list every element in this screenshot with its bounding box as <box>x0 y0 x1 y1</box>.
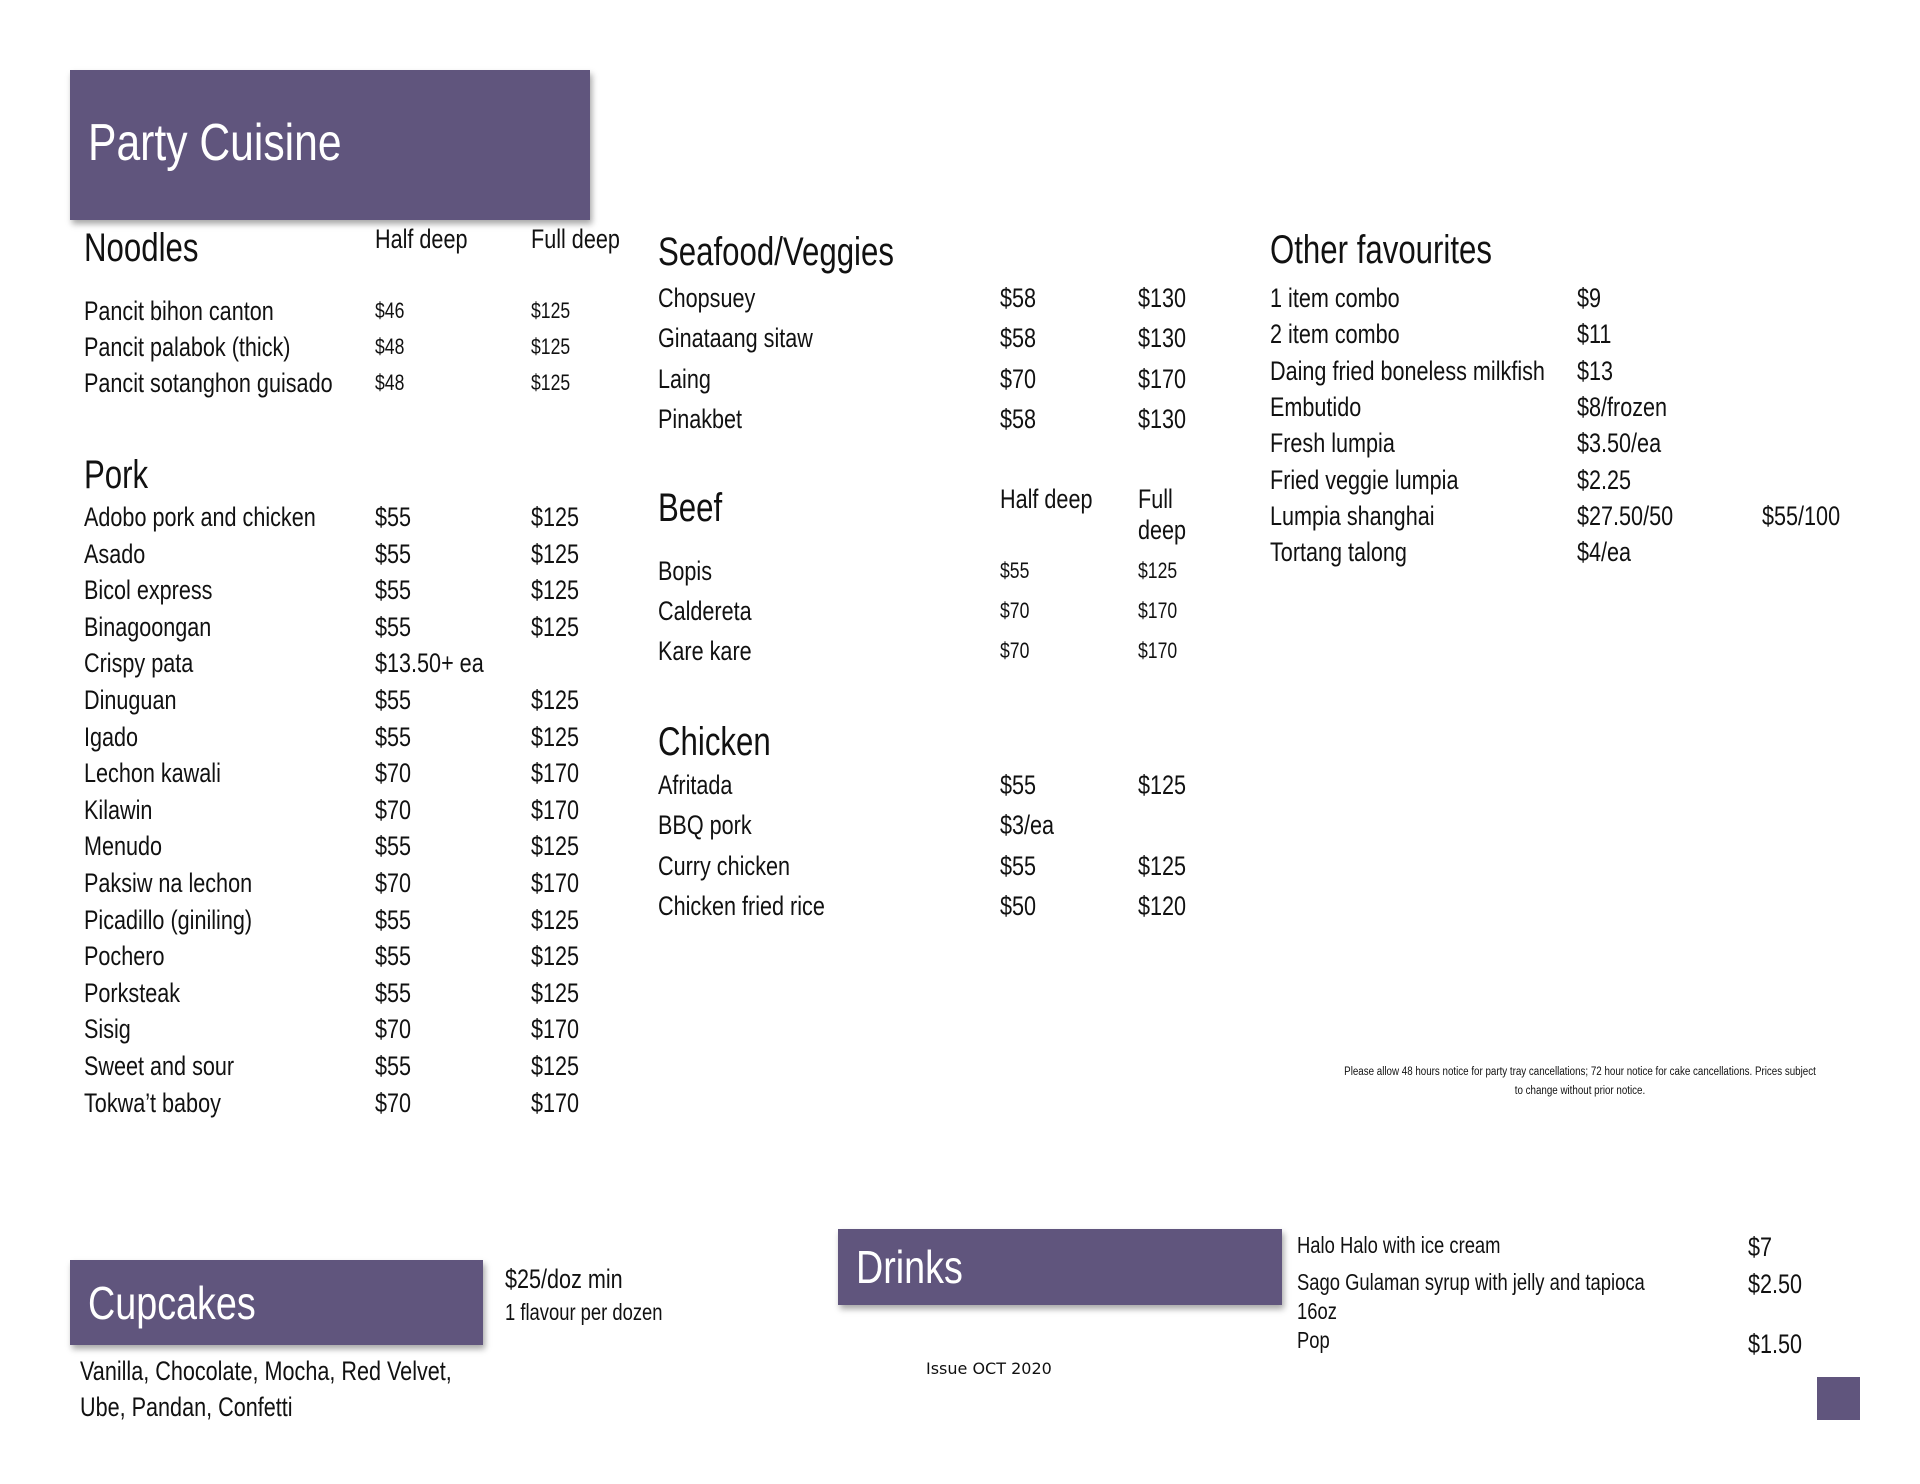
item-half-price: $48 <box>375 334 405 359</box>
item-name: Dinuguan <box>84 685 177 715</box>
beef-full-line1: Full <box>1138 484 1173 514</box>
menu-row <box>84 905 644 935</box>
menu-row <box>84 758 644 788</box>
item-full-price: $125 <box>531 721 580 752</box>
menu-row <box>1297 1325 1817 1359</box>
item-half-price: $55 <box>375 575 412 606</box>
item-name: Pinakbet <box>658 403 743 434</box>
cupcakes-banner <box>70 1260 483 1345</box>
item-half-price: $70 <box>1000 598 1030 623</box>
item-name: Halo Halo with ice cream <box>1297 1232 1501 1258</box>
item-name: BBQ pork <box>658 810 752 841</box>
menu-row <box>84 539 644 569</box>
drinks-title: Drinks <box>856 1241 963 1293</box>
item-name: Pancit palabok (thick) <box>84 332 291 362</box>
item-half-price: $55 <box>375 904 412 935</box>
item-name: 2 item combo <box>1270 319 1400 350</box>
menu-row <box>658 596 1218 626</box>
other-favourites-title: Other favourites <box>1270 228 1492 272</box>
item-price: $2.50 <box>1748 1269 1803 1299</box>
menu-row <box>658 556 1218 586</box>
item-full-price: $130 <box>1138 283 1187 313</box>
item-full-price: $125 <box>531 502 580 532</box>
issue-date: Issue OCT 2020 <box>926 1359 1052 1378</box>
item-half-price: $55 <box>1000 770 1037 800</box>
beef-half-deep-header: Half deep <box>1000 484 1093 514</box>
item-full-price: $125 <box>531 941 580 972</box>
item-full-price: $125 <box>531 685 580 715</box>
cupcakes-flavours-line2: Ube, Pandan, Confetti <box>80 1392 293 1422</box>
menu-row <box>658 283 1218 313</box>
menu-row <box>658 851 1218 881</box>
item-half-price: $55 <box>375 831 412 862</box>
menu-row <box>658 636 1218 666</box>
item-extra-price: $55/100 <box>1762 500 1841 531</box>
item-name: Kare kare <box>658 636 752 666</box>
item-half-price: $70 <box>1000 363 1037 394</box>
item-full-price: $130 <box>1138 403 1187 434</box>
item-half-price: $55 <box>375 502 412 532</box>
item-price: $7 <box>1748 1232 1773 1262</box>
item-name: Picadillo (giniling) <box>84 904 253 935</box>
menu-row <box>84 868 644 898</box>
item-full-price: $125 <box>531 575 580 606</box>
menu-row <box>658 810 1218 840</box>
item-full-price: $170 <box>1138 598 1178 623</box>
noodles-full-deep-header: Full deep <box>531 224 620 254</box>
item-half-price: $55 <box>375 611 412 642</box>
beef-title: Beef <box>658 486 723 530</box>
item-name: Lechon kawali <box>84 758 221 789</box>
item-full-price: $170 <box>1138 363 1187 394</box>
item-name: Fried veggie lumpia <box>1270 464 1459 495</box>
noodles-title: Noodles <box>84 226 199 270</box>
drinks-banner <box>838 1229 1282 1305</box>
noodles-half-deep-header: Half deep <box>375 224 468 254</box>
item-name: Paksiw na lechon <box>84 868 253 898</box>
item-half-price: $70 <box>375 1087 412 1118</box>
item-name: Fresh lumpia <box>1270 428 1395 459</box>
item-full-price: $125 <box>1138 770 1187 800</box>
item-name: 16oz <box>1297 1298 1337 1324</box>
item-half-price: $55 <box>375 721 412 752</box>
item-half-price: $55 <box>375 1051 412 1081</box>
item-name: Igado <box>84 721 139 752</box>
menu-row <box>658 323 1218 353</box>
item-name: 1 item combo <box>1270 283 1400 313</box>
menu-row <box>1297 1296 1817 1326</box>
item-name: Crispy pata <box>84 648 194 679</box>
item-name: Pop <box>1297 1327 1330 1353</box>
item-full-price: $170 <box>531 794 580 825</box>
item-half-price: $55 <box>375 538 412 569</box>
item-half-price: $70 <box>375 758 412 789</box>
item-name: Tortang talong <box>1270 537 1407 568</box>
item-half-price: $55 <box>375 977 412 1008</box>
item-half-price: $70 <box>375 794 412 825</box>
item-name: Caldereta <box>658 596 752 626</box>
item-full-price: $125 <box>531 611 580 642</box>
item-name: Bopis <box>658 556 713 586</box>
item-full-price: $170 <box>531 868 580 898</box>
menu-row <box>84 941 644 971</box>
menu-row <box>1270 537 1870 567</box>
menu-row <box>658 770 1218 800</box>
item-half-price: $55 <box>1000 558 1030 583</box>
item-half-price: $13.50+ ea <box>375 648 484 679</box>
item-name: Sisig <box>84 1014 131 1045</box>
menu-row <box>658 891 1218 921</box>
menu-row <box>84 1014 644 1044</box>
menu-row <box>1270 501 1870 531</box>
item-name: Sago Gulaman syrup with jelly and tapioca <box>1297 1269 1645 1295</box>
item-half-price: $50 <box>1000 890 1037 921</box>
item-name: Chopsuey <box>658 283 756 313</box>
item-full-price: $125 <box>531 1051 580 1081</box>
menu-row <box>658 364 1218 394</box>
item-half-price: $70 <box>375 1014 412 1045</box>
item-price: $9 <box>1577 283 1602 313</box>
item-full-price: $125 <box>531 831 580 862</box>
item-full-price: $125 <box>531 977 580 1008</box>
item-full-price: $130 <box>1138 323 1187 354</box>
menu-row <box>84 1088 644 1118</box>
item-half-price: $58 <box>1000 283 1037 313</box>
menu-row <box>84 685 644 715</box>
item-half-price: $3/ea <box>1000 810 1055 841</box>
menu-row <box>1270 428 1870 458</box>
menu-row <box>1270 283 1870 313</box>
menu-row <box>84 648 644 678</box>
item-full-price: $125 <box>531 334 571 359</box>
item-full-price: $120 <box>1138 890 1187 921</box>
item-half-price: $55 <box>375 685 412 715</box>
menu-row <box>1270 465 1870 495</box>
menu-row <box>1297 1230 1817 1260</box>
item-half-price: $55 <box>1000 850 1037 881</box>
item-name: Afritada <box>658 770 733 800</box>
item-name: Chicken fried rice <box>658 890 825 921</box>
item-full-price: $125 <box>531 904 580 935</box>
item-price: $11 <box>1577 319 1612 350</box>
item-name: Bicol express <box>84 575 213 606</box>
item-price: $2.25 <box>1577 464 1632 495</box>
item-price: $3.50/ea <box>1577 428 1662 459</box>
item-half-price: $58 <box>1000 323 1037 354</box>
cupcakes-note: 1 flavour per dozen <box>505 1299 663 1325</box>
item-full-price: $125 <box>531 370 571 395</box>
item-half-price: $58 <box>1000 403 1037 434</box>
item-name: Pochero <box>84 941 165 972</box>
item-name: Adobo pork and chicken <box>84 502 316 532</box>
decorative-square <box>1817 1377 1860 1420</box>
menu-row <box>84 575 644 605</box>
item-half-price: $55 <box>375 941 412 972</box>
cupcakes-flavours-line1: Vanilla, Chocolate, Mocha, Red Velvet, <box>80 1356 452 1386</box>
item-half-price: $70 <box>1000 638 1030 663</box>
menu-row <box>84 296 644 326</box>
item-price: $1.50 <box>1748 1329 1803 1359</box>
menu-row <box>1297 1267 1817 1297</box>
menu-row <box>84 368 644 398</box>
menu-row <box>1270 356 1870 386</box>
menu-row <box>658 404 1218 434</box>
item-name: Laing <box>658 363 711 394</box>
menu-row <box>84 722 644 752</box>
item-name: Kilawin <box>84 794 153 825</box>
item-name: Daing fried boneless milkfish <box>1270 355 1545 386</box>
item-full-price: $125 <box>531 298 571 323</box>
seafood-veggies-title: Seafood/Veggies <box>658 230 894 274</box>
item-price: $8/frozen <box>1577 391 1668 422</box>
menu-row <box>84 612 644 642</box>
item-name: Binagoongan <box>84 611 212 642</box>
item-full-price: $170 <box>531 758 580 789</box>
item-full-price: $125 <box>531 538 580 569</box>
page-title: Party Cuisine <box>88 114 342 172</box>
item-half-price: $48 <box>375 370 405 395</box>
item-full-price: $170 <box>531 1014 580 1045</box>
menu-row <box>84 831 644 861</box>
menu-row <box>1270 392 1870 422</box>
item-name: Pancit sotanghon guisado <box>84 368 333 398</box>
item-name: Lumpia shanghai <box>1270 500 1435 531</box>
cancellation-notice: Please allow 48 hours notice for party tray cancellations; 72 hour notice for cake cancellations. Prices subject to change without prior notice. <box>1344 1066 1816 1097</box>
beef-full-line2: deep <box>1138 515 1187 546</box>
item-full-price: $170 <box>531 1087 580 1118</box>
item-price: $27.50/50 <box>1577 500 1674 531</box>
item-full-price: $125 <box>1138 850 1187 881</box>
pork-title: Pork <box>84 453 149 497</box>
item-name: Sweet and sour <box>84 1051 235 1081</box>
item-price: $4/ea <box>1577 537 1632 568</box>
item-name: Porksteak <box>84 977 181 1008</box>
menu-row <box>84 1051 644 1081</box>
item-name: Asado <box>84 538 146 569</box>
item-full-price: $125 <box>1138 558 1178 583</box>
item-name: Menudo <box>84 831 163 862</box>
item-full-price: $170 <box>1138 638 1178 663</box>
chicken-title: Chicken <box>658 720 771 764</box>
item-half-price: $70 <box>375 868 412 898</box>
cupcakes-price: $25/doz min <box>505 1264 623 1294</box>
menu-row <box>1270 319 1870 349</box>
menu-row <box>84 332 644 362</box>
party-cuisine-banner <box>70 70 590 220</box>
item-name: Tokwa’t baboy <box>84 1087 221 1118</box>
item-name: Pancit bihon canton <box>84 296 274 326</box>
item-half-price: $46 <box>375 298 405 323</box>
beef-full-header <box>1138 484 1186 546</box>
menu-row <box>84 795 644 825</box>
item-price: $13 <box>1577 355 1614 386</box>
menu-row <box>84 978 644 1008</box>
item-name: Embutido <box>1270 391 1362 422</box>
menu-row <box>84 502 644 532</box>
cupcakes-title: Cupcakes <box>88 1276 256 1329</box>
item-name: Curry chicken <box>658 850 791 881</box>
item-name: Ginataang sitaw <box>658 323 813 354</box>
